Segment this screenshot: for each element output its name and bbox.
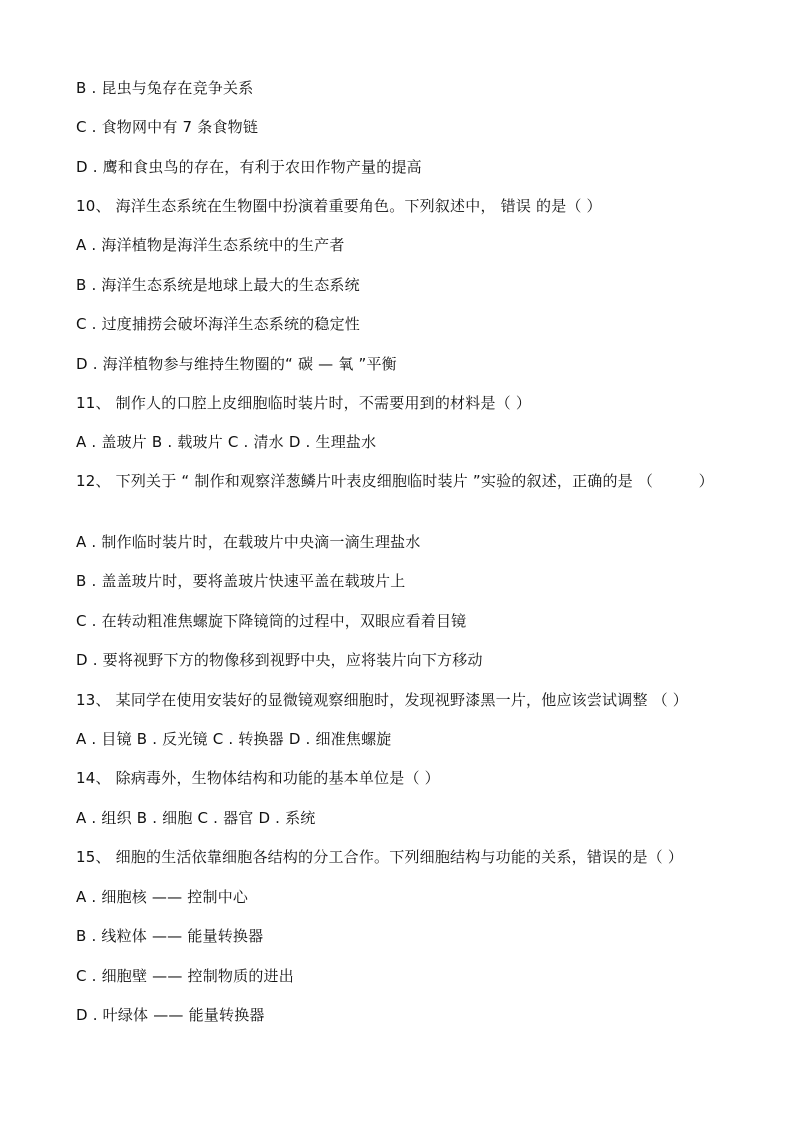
option-line: A . 盖玻片 B . 载玻片 C . 清水 D . 生理盐水	[76, 433, 377, 451]
question-line: 11、 制作人的口腔上皮细胞临时装片时，不需要用到的材料是（ ）	[76, 394, 532, 412]
option-line: D . 鹰和食虫鸟的存在，有利于农田作物产量的提高	[76, 158, 422, 176]
question-line: 15、 细胞的生活依靠细胞各结构的分工合作。下列细胞结构与功能的关系，错误的是（ ）	[76, 848, 684, 866]
option-line: A . 细胞核 —— 控制中心	[76, 888, 249, 906]
option-line: B . 线粒体 —— 能量转换器	[76, 927, 264, 945]
question-line: 13、 某同学在使用安装好的显微镜观察细胞时，发现视野漆黑一片，他应该尝试调整 （ ）	[76, 691, 688, 709]
question-line: 10、 海洋生态系统在生物圈中扮演着重要角色。下列叙述中， 错误 的是（ ）	[76, 197, 602, 215]
option-line: C . 食物网中有 7 条食物链	[76, 118, 259, 136]
option-line: D . 要将视野下方的物像移到视野中央，应将装片向下方移动	[76, 651, 483, 669]
option-line: B . 盖盖玻片时，要将盖玻片快速平盖在载玻片上	[76, 572, 406, 590]
option-line: A . 目镜 B . 反光镜 C . 转换器 D . 细准焦螺旋	[76, 730, 392, 748]
option-line: A . 制作临时装片时，在载玻片中央滴一滴生理盐水	[76, 533, 421, 551]
option-line: C . 过度捕捞会破坏海洋生态系统的稳定性	[76, 315, 360, 333]
option-line: C . 在转动粗准焦螺旋下降镜筒的过程中，双眼应看着目镜	[76, 612, 467, 630]
option-line: D . 叶绿体 —— 能量转换器	[76, 1006, 265, 1024]
question-line: 12、 下列关于 “ 制作和观察洋葱鳞片叶表皮细胞临时装片 ”实验的叙述，正确的是 （ ）	[76, 472, 714, 490]
option-line: A . 海洋植物是海洋生态系统中的生产者	[76, 236, 345, 254]
option-line: B . 昆虫与兔存在竞争关系	[76, 79, 254, 97]
option-line: D . 海洋植物参与维持生物圈的“ 碳 — 氧 ”平衡	[76, 355, 397, 373]
option-line: B . 海洋生态系统是地球上最大的生态系统	[76, 276, 360, 294]
option-line: C . 细胞壁 —— 控制物质的进出	[76, 967, 294, 985]
option-line: A . 组织 B . 细胞 C . 器官 D . 系统	[76, 809, 316, 827]
question-line: 14、 除病毒外，生物体结构和功能的基本单位是（ ）	[76, 769, 440, 787]
